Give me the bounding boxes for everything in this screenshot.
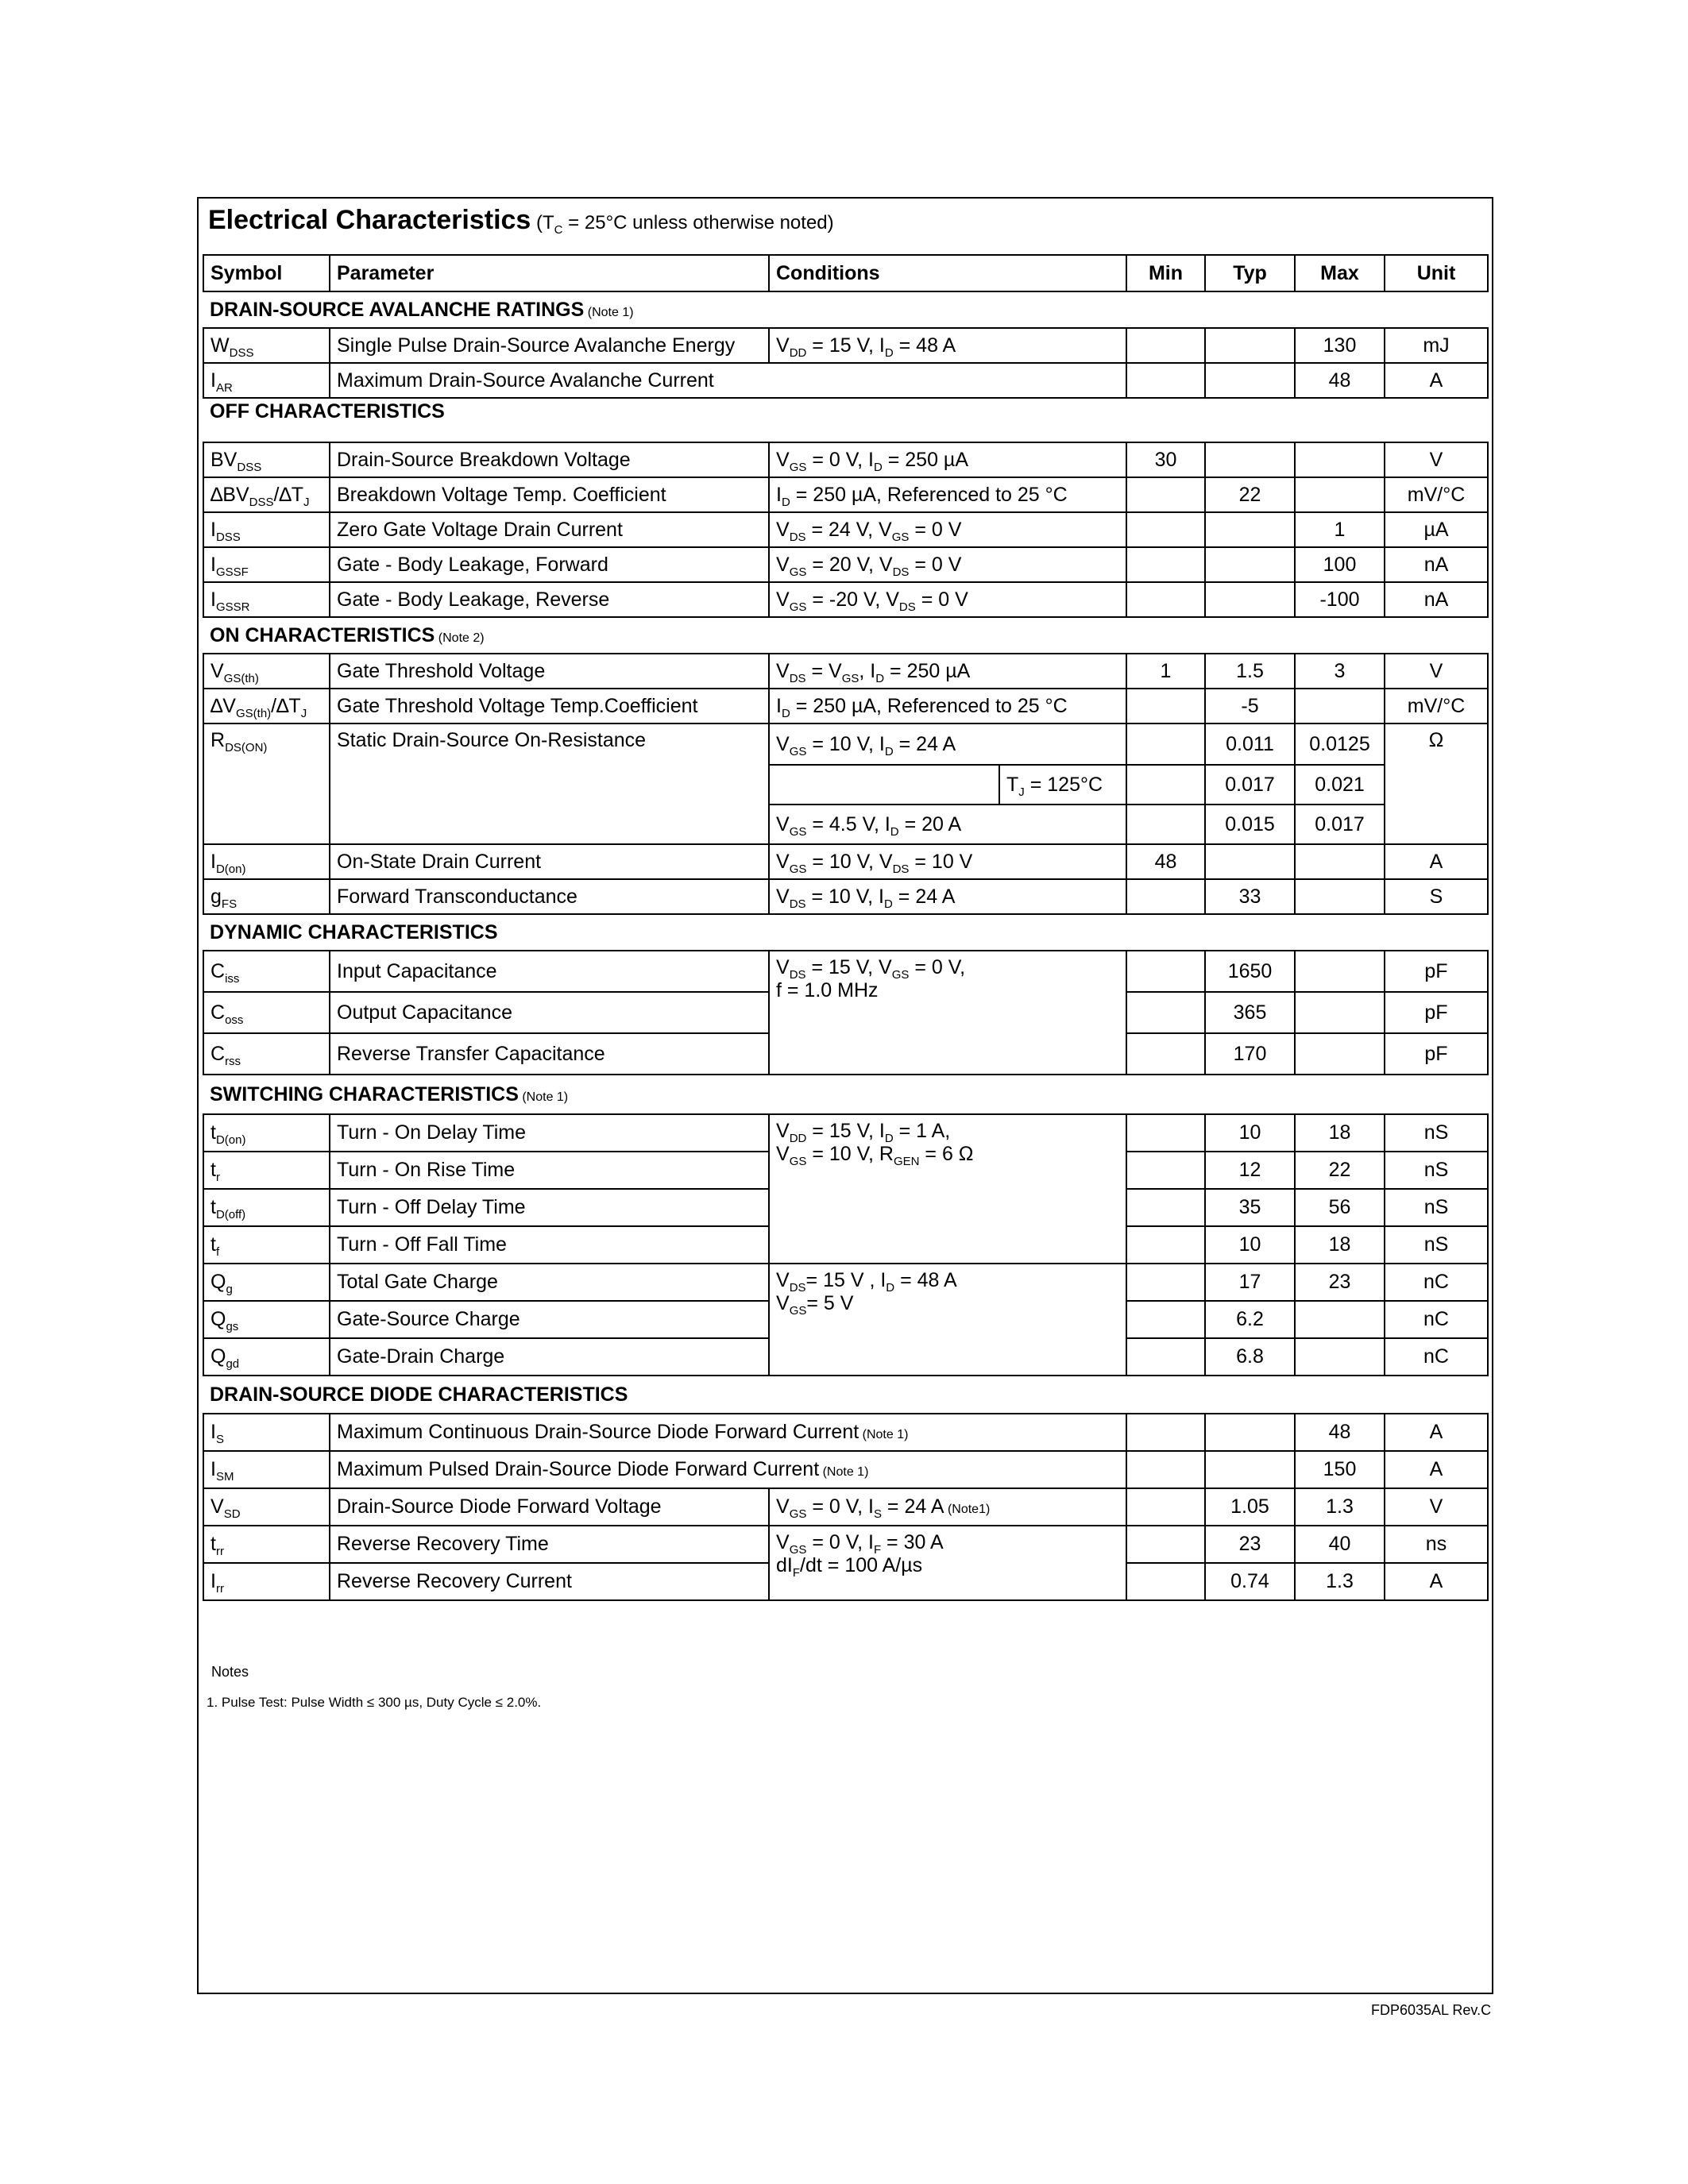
typ-cell xyxy=(1205,328,1295,363)
typ-cell: 17 xyxy=(1205,1264,1295,1301)
min-cell: 30 xyxy=(1126,442,1205,477)
unit-cell: pF xyxy=(1385,1033,1488,1075)
typ-cell xyxy=(1205,1414,1295,1451)
conditions-cell: $V_{DS}= 15$ V , $I_D = 48$ A $V_{GS}= 5$ V xyxy=(769,1264,1126,1376)
parameter-cell: Turn - Off Delay Time xyxy=(330,1189,769,1226)
symbol-cell: $t_r$ xyxy=(203,1152,330,1189)
table-row xyxy=(203,1488,1488,1526)
max-cell xyxy=(1295,689,1385,723)
min-cell xyxy=(1126,1301,1205,1338)
conditions-cell: $V_{GS} = 10$ V, $I_D = 24$ A xyxy=(769,723,1126,765)
electrical-characteristics-table xyxy=(203,254,1489,1601)
conditions-cell: $V_{DS} = 24$ V, $V_{GS} = 0$ V xyxy=(769,512,1126,547)
max-cell: 1.3 xyxy=(1295,1563,1385,1600)
header-conditions: Conditions xyxy=(769,255,1126,291)
typ-cell: 10 xyxy=(1205,1226,1295,1264)
symbol-cell: $\Delta BV_{DSS}/\Delta T_J$ xyxy=(203,477,330,512)
min-cell xyxy=(1126,328,1205,363)
max-cell xyxy=(1295,879,1385,914)
unit-cell: pF xyxy=(1385,992,1488,1033)
unit-cell: nC xyxy=(1385,1301,1488,1338)
unit-cell: mV/°C xyxy=(1385,689,1488,723)
typ-cell: -5 xyxy=(1205,689,1295,723)
typ-cell: 365 xyxy=(1205,992,1295,1033)
max-cell: 1 xyxy=(1295,512,1385,547)
max-cell: 56 xyxy=(1295,1189,1385,1226)
symbol-cell: $Q_{gd}$ xyxy=(203,1338,330,1376)
section-avalanche: DRAIN-SOURCE AVALANCHE RATINGS (Note 1) xyxy=(203,291,1488,328)
min-cell xyxy=(1126,1033,1205,1075)
min-cell xyxy=(1126,723,1205,765)
unit-cell: A xyxy=(1385,363,1488,398)
max-cell xyxy=(1295,442,1385,477)
typ-cell xyxy=(1205,363,1295,398)
symbol-cell: $V_{GS(th)}$ xyxy=(203,654,330,689)
min-cell xyxy=(1126,512,1205,547)
header-max: Max xyxy=(1295,255,1385,291)
symbol-cell: $I_{GSSR}$ xyxy=(203,582,330,617)
header-row xyxy=(203,255,1488,291)
symbol-cell: $t_{D(off)}$ xyxy=(203,1189,330,1226)
symbol-cell: $R_{DS(ON)}$ xyxy=(203,723,330,844)
typ-cell: 170 xyxy=(1205,1033,1295,1075)
typ-cell: 1650 xyxy=(1205,951,1295,992)
typ-cell: 0.015 xyxy=(1205,805,1295,844)
table-row xyxy=(203,951,1488,992)
typ-cell: 23 xyxy=(1205,1526,1295,1563)
min-cell xyxy=(1126,765,1205,805)
parameter-cell: Maximum Continuous Drain-Source Diode Forward Current (Note 1) xyxy=(330,1414,1126,1451)
unit-cell: V xyxy=(1385,442,1488,477)
table-row xyxy=(203,689,1488,723)
conditions-cell: $V_{GS} = 0$ V, $I_F = 30$ A $dI_F/dt = 100$ A/µs xyxy=(769,1526,1126,1600)
typ-cell: 0.017 xyxy=(1205,765,1295,805)
section-row xyxy=(203,914,1488,951)
parameter-cell: Single Pulse Drain-Source Avalanche Energy xyxy=(330,328,769,363)
conditions-cell: $V_{GS} = 20$ V, $V_{DS} = 0$ V xyxy=(769,547,1126,582)
min-cell xyxy=(1126,582,1205,617)
symbol-cell: $t_{rr}$ xyxy=(203,1526,330,1563)
symbol-cell: $Q_{gs}$ xyxy=(203,1301,330,1338)
symbol-cell: $C_{rss}$ xyxy=(203,1033,330,1075)
max-cell: 130 xyxy=(1295,328,1385,363)
conditions-cell: $V_{DD} = 15$ V, $I_D = 48$ A xyxy=(769,328,1126,363)
symbol-cell: $g_{FS}$ xyxy=(203,879,330,914)
max-cell: 100 xyxy=(1295,547,1385,582)
parameter-cell: Gate Threshold Voltage Temp.Coefficient xyxy=(330,689,769,723)
min-cell xyxy=(1126,477,1205,512)
section-row xyxy=(203,1075,1488,1114)
conditions-cell: $V_{GS} = 10$ V, $V_{DS} = 10$ V xyxy=(769,844,1126,879)
table-row xyxy=(203,582,1488,617)
max-cell: 23 xyxy=(1295,1264,1385,1301)
page-title: Electrical Characteristics ($T_C = 25^\circ C$ unless otherwise noted) xyxy=(208,205,834,237)
unit-cell: mV/°C xyxy=(1385,477,1488,512)
max-cell: 1.3 xyxy=(1295,1488,1385,1526)
typ-cell: 0.74 xyxy=(1205,1563,1295,1600)
table-row xyxy=(203,654,1488,689)
section-on: ON CHARACTERISTICS (Note 2) xyxy=(203,617,1488,654)
parameter-cell: Static Drain-Source On-Resistance xyxy=(330,723,769,844)
section-row xyxy=(203,398,1488,442)
conditions-cell: $V_{GS} = 4.5$ V, $I_D = 20$ A xyxy=(769,805,1126,844)
typ-cell: 33 xyxy=(1205,879,1295,914)
unit-cell: nS xyxy=(1385,1152,1488,1189)
max-cell: -100 xyxy=(1295,582,1385,617)
parameter-cell: Forward Transconductance xyxy=(330,879,769,914)
parameter-cell: Reverse Transfer Capacitance xyxy=(330,1033,769,1075)
max-cell: 18 xyxy=(1295,1226,1385,1264)
max-cell xyxy=(1295,477,1385,512)
symbol-cell: $I_{DSS}$ xyxy=(203,512,330,547)
max-cell: 40 xyxy=(1295,1526,1385,1563)
conditions-spacer xyxy=(769,765,999,805)
parameter-cell: Gate - Body Leakage, Forward xyxy=(330,547,769,582)
table-row xyxy=(203,328,1488,363)
typ-cell: 12 xyxy=(1205,1152,1295,1189)
conditions-cell: $V_{GS} = 0$ V, $I_D = 250$ µA xyxy=(769,442,1126,477)
typ-cell: 22 xyxy=(1205,477,1295,512)
max-cell: 48 xyxy=(1295,1414,1385,1451)
symbol-cell: $W_{DSS}$ xyxy=(203,328,330,363)
max-cell: 3 xyxy=(1295,654,1385,689)
max-cell xyxy=(1295,1301,1385,1338)
unit-cell: nS xyxy=(1385,1114,1488,1152)
conditions-cell: $I_D = 250$ µA, Referenced to 25 °C xyxy=(769,689,1126,723)
min-cell xyxy=(1126,1189,1205,1226)
symbol-cell: $Q_g$ xyxy=(203,1264,330,1301)
parameter-cell: Total Gate Charge xyxy=(330,1264,769,1301)
section-diode: DRAIN-SOURCE DIODE CHARACTERISTICS xyxy=(203,1376,1488,1414)
symbol-cell: $I_{SM}$ xyxy=(203,1451,330,1488)
table-row xyxy=(203,723,1488,765)
header-unit: Unit xyxy=(1385,255,1488,291)
typ-cell xyxy=(1205,547,1295,582)
table-row xyxy=(203,547,1488,582)
conditions-cell: $V_{DD} = 15$ V, $I_D = 1$ A, $V_{GS} = 10$ V, $R_{GEN} = 6$ Ω xyxy=(769,1114,1126,1264)
max-cell: 0.021 xyxy=(1295,765,1385,805)
datasheet-frame xyxy=(197,197,1493,1994)
parameter-cell: Maximum Drain-Source Avalanche Current xyxy=(330,363,1126,398)
min-cell xyxy=(1126,1226,1205,1264)
max-cell: 0.0125 xyxy=(1295,723,1385,765)
typ-cell xyxy=(1205,442,1295,477)
typ-cell: 10 xyxy=(1205,1114,1295,1152)
unit-cell: V xyxy=(1385,654,1488,689)
typ-cell: 35 xyxy=(1205,1189,1295,1226)
min-cell xyxy=(1126,992,1205,1033)
table-row xyxy=(203,1264,1488,1301)
max-cell xyxy=(1295,951,1385,992)
table-row xyxy=(203,1526,1488,1563)
min-cell xyxy=(1126,805,1205,844)
tj-condition-cell: $T_J = 125^\circ C$ xyxy=(999,765,1126,805)
unit-cell: nA xyxy=(1385,582,1488,617)
max-cell xyxy=(1295,992,1385,1033)
max-cell xyxy=(1295,844,1385,879)
typ-cell xyxy=(1205,512,1295,547)
header-min: Min xyxy=(1126,255,1205,291)
header-symbol: Symbol xyxy=(203,255,330,291)
max-cell: 22 xyxy=(1295,1152,1385,1189)
unit-cell: nA xyxy=(1385,547,1488,582)
parameter-cell: Turn - On Delay Time xyxy=(330,1114,769,1152)
section-off: OFF CHARACTERISTICS xyxy=(203,398,1488,442)
section-row xyxy=(203,291,1488,328)
symbol-cell: $C_{iss}$ xyxy=(203,951,330,992)
typ-cell: 1.05 xyxy=(1205,1488,1295,1526)
table-row xyxy=(203,363,1488,398)
symbol-cell: $C_{oss}$ xyxy=(203,992,330,1033)
section-switching: SWITCHING CHARACTERISTICS (Note 1) xyxy=(203,1075,1488,1114)
unit-cell: ns xyxy=(1385,1526,1488,1563)
title-conditions: ($T_C = 25^\circ C$ unless otherwise noted) xyxy=(531,212,834,237)
conditions-cell: $I_D = 250$ µA, Referenced to 25 °C xyxy=(769,477,1126,512)
unit-cell: V xyxy=(1385,1488,1488,1526)
parameter-cell: On-State Drain Current xyxy=(330,844,769,879)
conditions-cell: $V_{DS} = 15$ V, $V_{GS} = 0$ V, f = 1.0 MHz xyxy=(769,951,1126,1075)
conditions-cell: $V_{GS} = -20$ V, $V_{DS} = 0$ V xyxy=(769,582,1126,617)
parameter-cell: Gate Threshold Voltage xyxy=(330,654,769,689)
unit-cell: mJ xyxy=(1385,328,1488,363)
section-row xyxy=(203,617,1488,654)
parameter-cell: Reverse Recovery Current xyxy=(330,1563,769,1600)
table-row xyxy=(203,1114,1488,1152)
section-row xyxy=(203,1376,1488,1414)
min-cell xyxy=(1126,1451,1205,1488)
unit-cell: S xyxy=(1385,879,1488,914)
parameter-cell: Turn - Off Fall Time xyxy=(330,1226,769,1264)
unit-cell: A xyxy=(1385,1414,1488,1451)
conditions-cell: $V_{DS} = 10$ V, $I_D = 24$ A xyxy=(769,879,1126,914)
typ-cell xyxy=(1205,844,1295,879)
symbol-cell: $t_f$ xyxy=(203,1226,330,1264)
parameter-cell: Reverse Recovery Time xyxy=(330,1526,769,1563)
min-cell xyxy=(1126,951,1205,992)
max-cell xyxy=(1295,1033,1385,1075)
typ-cell: 0.011 xyxy=(1205,723,1295,765)
conditions-cell: $V_{GS} = 0$ V, $I_S = 24$ A (Note1) xyxy=(769,1488,1126,1526)
parameter-cell: Output Capacitance xyxy=(330,992,769,1033)
typ-cell xyxy=(1205,1451,1295,1488)
parameter-cell: Maximum Pulsed Drain-Source Diode Forward Current (Note 1) xyxy=(330,1451,1126,1488)
min-cell xyxy=(1126,1114,1205,1152)
typ-cell: 6.2 xyxy=(1205,1301,1295,1338)
min-cell xyxy=(1126,1526,1205,1563)
symbol-cell: $I_{rr}$ xyxy=(203,1563,330,1600)
parameter-cell: Drain-Source Breakdown Voltage xyxy=(330,442,769,477)
symbol-cell: $I_S$ xyxy=(203,1414,330,1451)
table-row xyxy=(203,1414,1488,1451)
typ-cell xyxy=(1205,582,1295,617)
unit-cell: nC xyxy=(1385,1264,1488,1301)
parameter-cell: Gate - Body Leakage, Reverse xyxy=(330,582,769,617)
symbol-cell: $\Delta V_{GS(th)}/\Delta T_J$ xyxy=(203,689,330,723)
unit-cell: A xyxy=(1385,1563,1488,1600)
min-cell xyxy=(1126,1563,1205,1600)
table-row xyxy=(203,1451,1488,1488)
unit-cell: Ω xyxy=(1385,723,1488,844)
min-cell xyxy=(1126,879,1205,914)
max-cell: 48 xyxy=(1295,363,1385,398)
unit-cell: nS xyxy=(1385,1226,1488,1264)
notes-heading: Notes xyxy=(211,1664,249,1680)
unit-cell: A xyxy=(1385,1451,1488,1488)
typ-cell: 6.8 xyxy=(1205,1338,1295,1376)
unit-cell: µA xyxy=(1385,512,1488,547)
symbol-cell: $I_{D(on)}$ xyxy=(203,844,330,879)
max-cell xyxy=(1295,1338,1385,1376)
unit-cell: nS xyxy=(1385,1189,1488,1226)
header-parameter: Parameter xyxy=(330,255,769,291)
min-cell xyxy=(1126,547,1205,582)
table-row xyxy=(203,477,1488,512)
min-cell: 1 xyxy=(1126,654,1205,689)
table-row xyxy=(203,442,1488,477)
unit-cell: A xyxy=(1385,844,1488,879)
parameter-cell: Gate-Source Charge xyxy=(330,1301,769,1338)
parameter-cell: Gate-Drain Charge xyxy=(330,1338,769,1376)
note-1: 1. Pulse Test: Pulse Width ≤ 300 µs, Duty Cycle ≤ 2.0%. xyxy=(207,1695,542,1710)
symbol-cell: $t_{D(on)}$ xyxy=(203,1114,330,1152)
unit-cell: pF xyxy=(1385,951,1488,992)
table-row xyxy=(203,512,1488,547)
parameter-cell: Drain-Source Diode Forward Voltage xyxy=(330,1488,769,1526)
parameter-cell: Zero Gate Voltage Drain Current xyxy=(330,512,769,547)
max-cell: 0.017 xyxy=(1295,805,1385,844)
min-cell xyxy=(1126,1414,1205,1451)
symbol-cell: $V_{SD}$ xyxy=(203,1488,330,1526)
symbol-cell: $I_{GSSF}$ xyxy=(203,547,330,582)
max-cell: 18 xyxy=(1295,1114,1385,1152)
typ-cell: 1.5 xyxy=(1205,654,1295,689)
section-dynamic: DYNAMIC CHARACTERISTICS xyxy=(203,914,1488,951)
parameter-cell: Input Capacitance xyxy=(330,951,769,992)
max-cell: 150 xyxy=(1295,1451,1385,1488)
min-cell xyxy=(1126,1152,1205,1189)
document-revision: FDP6035AL Rev.C xyxy=(1371,2002,1492,2018)
min-cell xyxy=(1126,689,1205,723)
symbol-cell: $BV_{DSS}$ xyxy=(203,442,330,477)
table-row xyxy=(203,844,1488,879)
table-row xyxy=(203,879,1488,914)
parameter-cell: Turn - On Rise Time xyxy=(330,1152,769,1189)
min-cell xyxy=(1126,1488,1205,1526)
unit-cell: nC xyxy=(1385,1338,1488,1376)
min-cell xyxy=(1126,1264,1205,1301)
header-typ: Typ xyxy=(1205,255,1295,291)
min-cell: 48 xyxy=(1126,844,1205,879)
min-cell xyxy=(1126,363,1205,398)
conditions-cell: $V_{DS} = V_{GS}$, $I_D = 250$ µA xyxy=(769,654,1126,689)
parameter-cell: Breakdown Voltage Temp. Coefficient xyxy=(330,477,769,512)
min-cell xyxy=(1126,1338,1205,1376)
symbol-cell: $I_{AR}$ xyxy=(203,363,330,398)
